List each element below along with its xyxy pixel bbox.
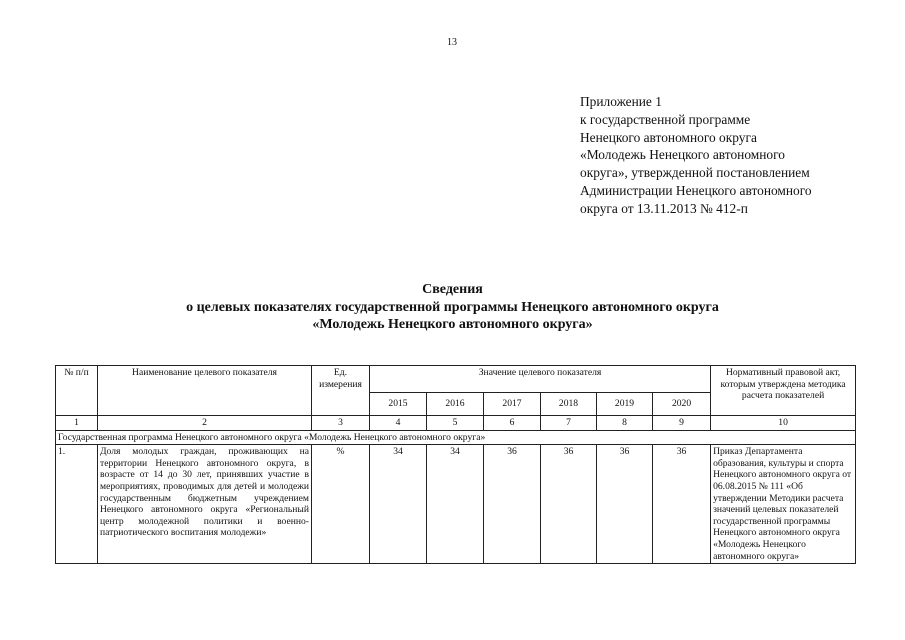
value-2018: 36 <box>541 445 597 564</box>
annex-line: округа от 13.11.2013 № 412-п <box>580 200 748 216</box>
unit: % <box>312 445 370 564</box>
value-2015: 34 <box>370 445 427 564</box>
header-legal-act: Нормативный правовой акт, которым утверждена методика расчета показателей <box>711 366 856 416</box>
header-indicator-name: Наименование целевого показателя <box>98 366 312 416</box>
annex-line: к государственной программе <box>580 111 751 127</box>
annex-line: Администрации Ненецкого автономного <box>580 182 812 198</box>
header-year: 2016 <box>427 393 484 416</box>
column-number: 8 <box>597 416 653 431</box>
title-line-1: Сведения <box>422 282 483 297</box>
column-number: 2 <box>98 416 312 431</box>
header-unit: Ед. измерения <box>312 366 370 416</box>
header-year: 2018 <box>541 393 597 416</box>
row-num: 1. <box>56 445 98 564</box>
annex-line: округа», утвержденной постановлением <box>580 165 810 181</box>
value-2017: 36 <box>484 445 541 564</box>
title-line-3: «Молодежь Ненецкого автономного округа» <box>312 317 593 332</box>
header-num: № п/п <box>56 366 98 416</box>
header-value-group: Значение целевого показателя <box>370 366 711 393</box>
annex-line: Ненецкого автономного округа <box>580 129 757 145</box>
indicator-name: Доля молодых граждан, проживающих на территории Ненецкого автономного округа, в возрасте от 14 до 30 лет, принявших участие в мероприятиях, проводимых для детей и молодежи государственным бюджетным учреждением Ненецкого автономного округа «Региональный центр молодежной политики и военно-патриотического воспитания молодежи» <box>98 445 312 564</box>
column-number: 7 <box>541 416 597 431</box>
column-number: 9 <box>653 416 711 431</box>
column-number: 6 <box>484 416 541 431</box>
annex-block <box>580 93 812 218</box>
program-title: Государственная программа Ненецкого автономного округа «Молодежь Ненецкого автономного округа» <box>56 430 856 445</box>
table-row <box>56 445 856 564</box>
document-title <box>0 281 905 334</box>
header-year: 2020 <box>653 393 711 416</box>
value-2020: 36 <box>653 445 711 564</box>
column-number: 4 <box>370 416 427 431</box>
header-year: 2015 <box>370 393 427 416</box>
value-2019: 36 <box>597 445 653 564</box>
annex-line: Приложение 1 <box>580 94 662 109</box>
column-number: 3 <box>312 416 370 431</box>
indicators-table <box>55 365 856 564</box>
column-number: 5 <box>427 416 484 431</box>
column-number: 1 <box>56 416 98 431</box>
legal-act: Приказ Департамента образования, культуры и спорта Ненецкого автономного округа от 06.08.2015 № 111 «Об утверждении Методики расчета значений целевых показателей государственной программы Ненецкого автономного округа «Молодежь Ненецкого автономного округа» <box>711 445 856 564</box>
header-year: 2017 <box>484 393 541 416</box>
program-row <box>56 430 856 445</box>
column-number: 10 <box>711 416 856 431</box>
value-2016: 34 <box>427 445 484 564</box>
header-row <box>56 366 856 393</box>
header-year: 2019 <box>597 393 653 416</box>
title-line-2: о целевых показателях государственной программы Ненецкого автономного округа <box>186 299 719 315</box>
annex-line: «Молодежь Ненецкого автономного <box>580 147 785 163</box>
column-numbers-row <box>56 416 856 431</box>
page-number: 13 <box>447 37 457 48</box>
